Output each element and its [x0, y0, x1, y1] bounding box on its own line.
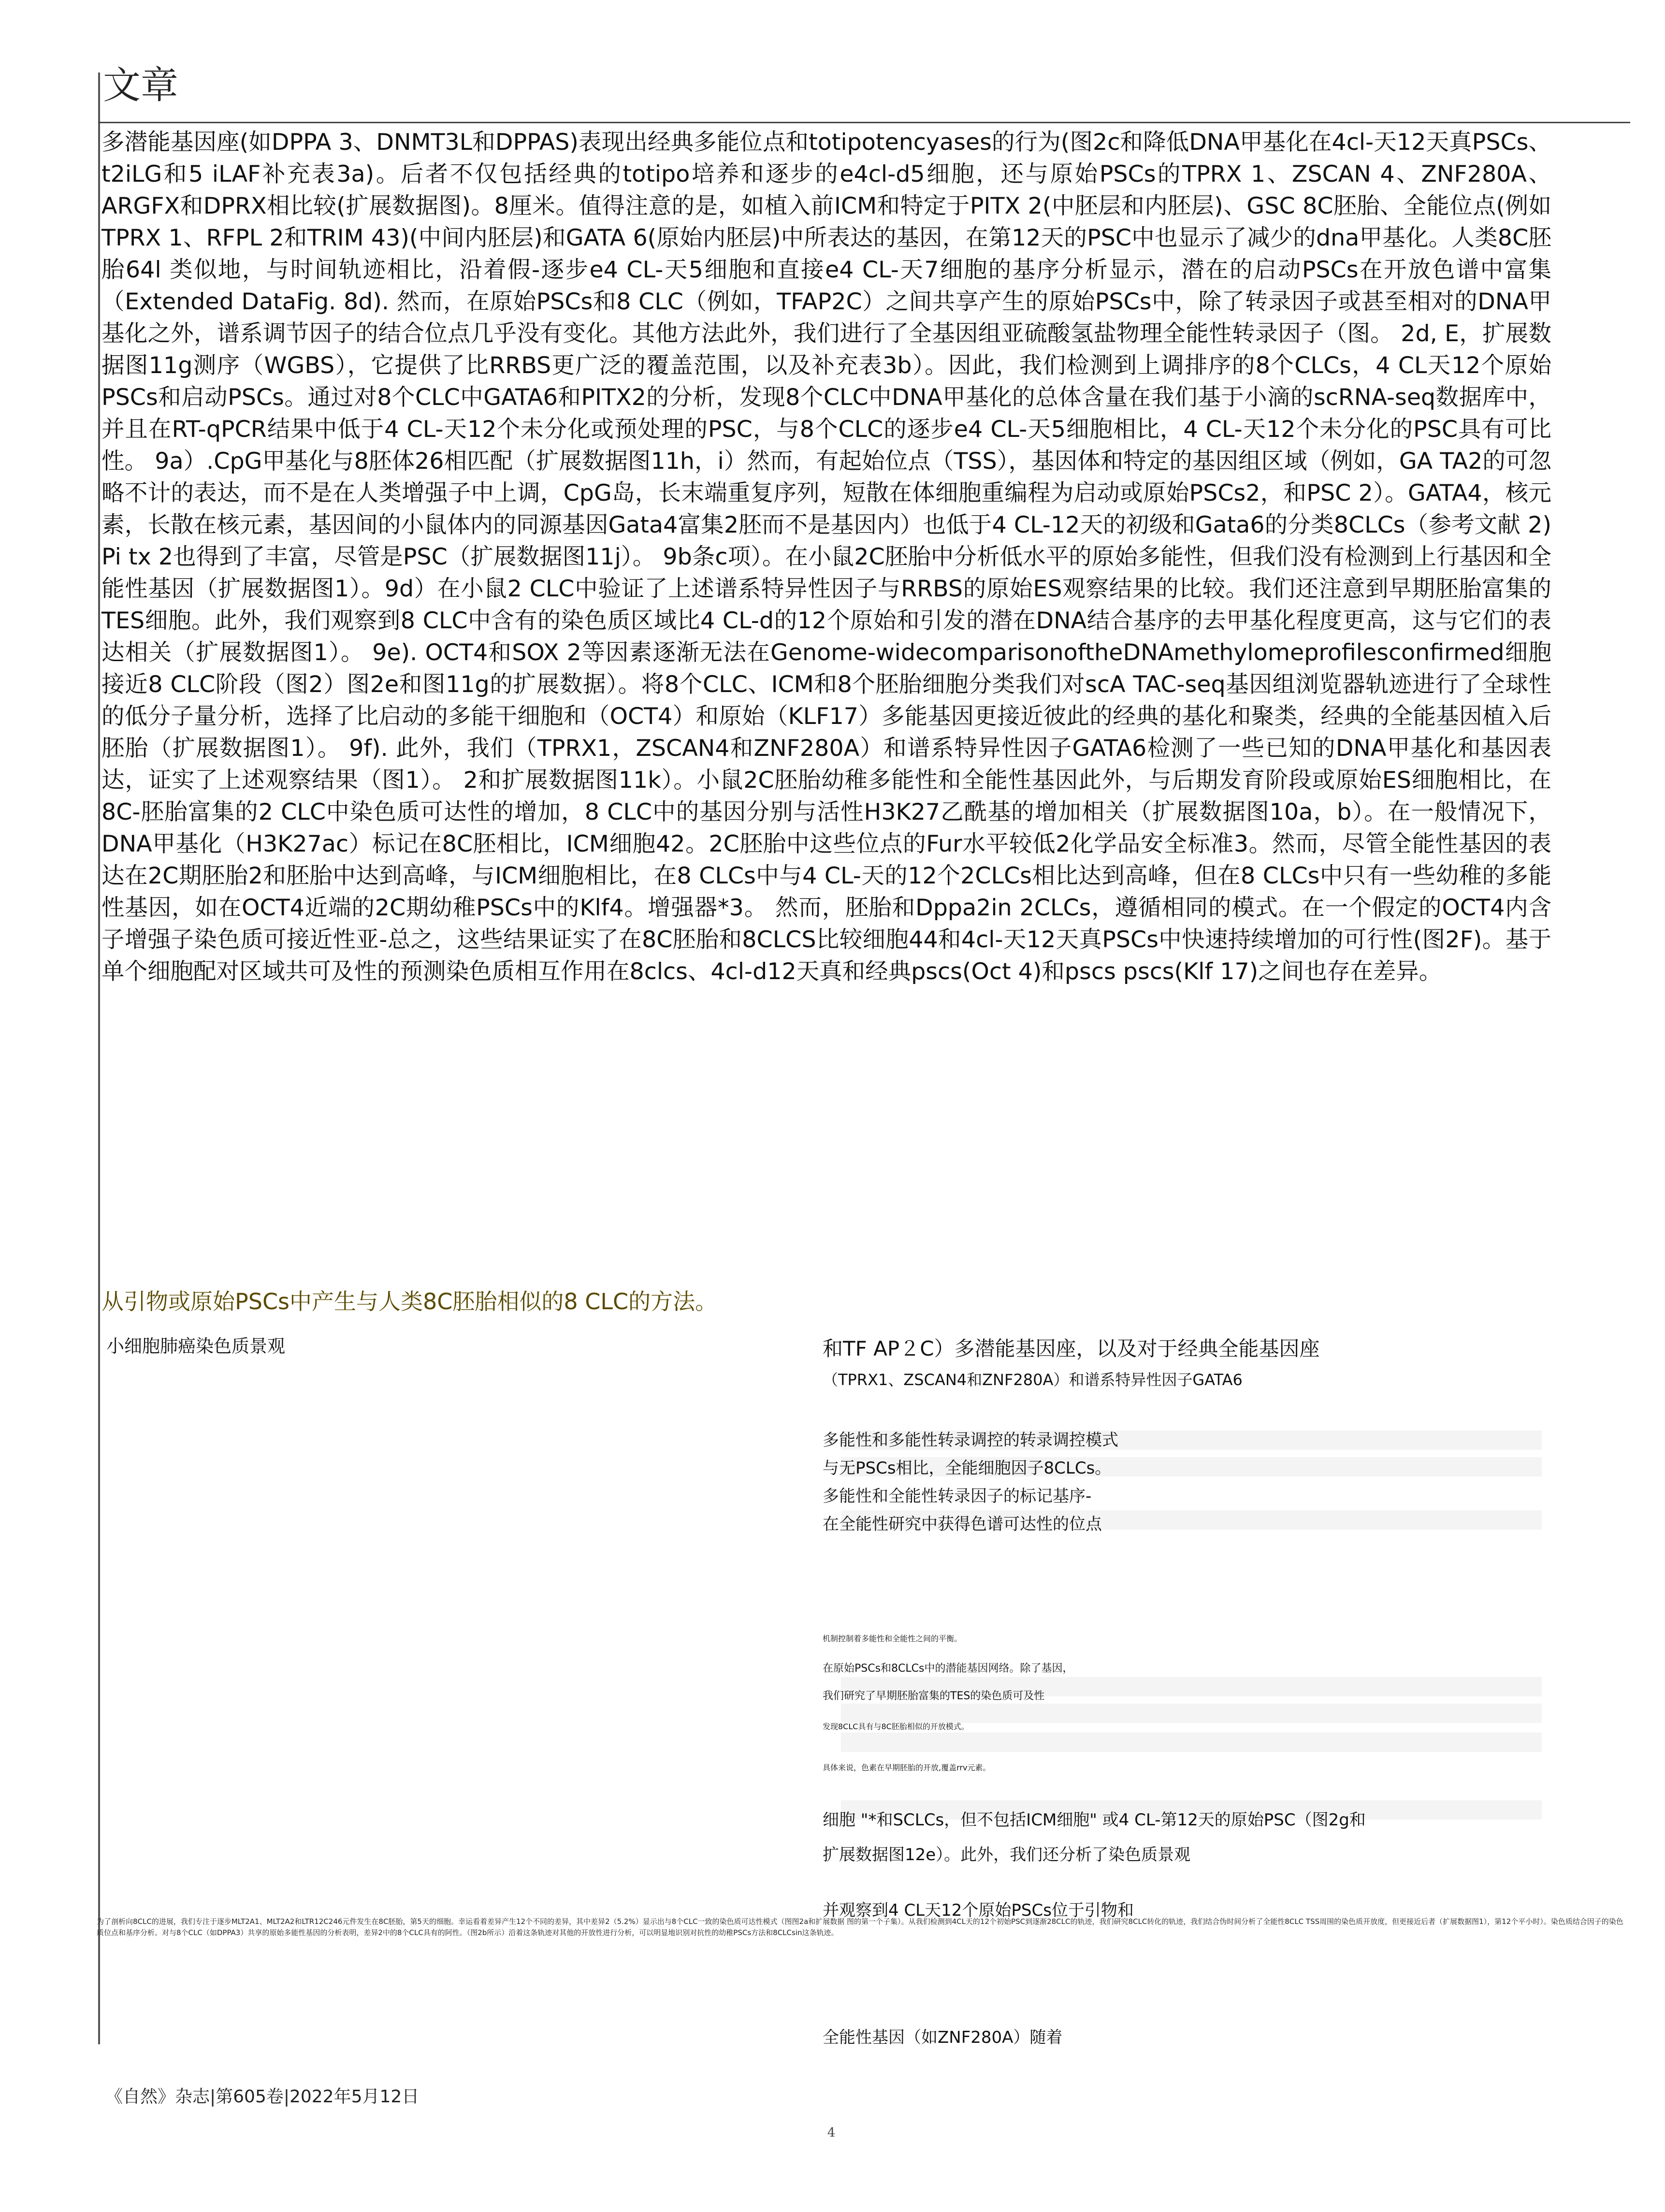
left-margin-rule	[98, 72, 100, 2044]
right-caption-line: 扩展数据图12e）。此外，我们还分析了染色质景观	[823, 1845, 1191, 1865]
right-caption-line: 发现8CLC具有与8C胚胎相似的开放模式。	[823, 1722, 969, 1731]
ghost-box	[841, 1704, 1542, 1723]
right-caption-line: 和TF AP２C）多潜能基因座，以及对于经典全能基因座	[823, 1337, 1320, 1360]
body-text: 多潜能基因座(如DPPA 3、DNMT3L和DPPAS)表现出经典多能位点和totipotencyases的行为(图2c和降低DNA甲基化在4cl-天12天真PSCs、t2iLG和5 iLAF补充表3a)。后者不仅包括经典的totipo培养和逐步的e4cl-d5细胞，还与原始PSCs的TPRX 1、ZSCAN 4、ZNF280A、ARGFX和DPRX相比较(扩展数据图)。8厘米。值得注意的是，如植入前ICM和特定于PITX 2(中胚层和内胚层)、GSC 8C胚胎、全能位点(例如TPRX 1、RFPL 2和TRIM 43)(中间内胚层)和GATA 6(原始内胚层)中所表达的基因，在第12天的PSC中也显示了减少的dna甲基化。人类8C胚胎64l 类似地，与时间轨迹相比，沿着假-逐步e4 CL-天5细胞和直接e4 CL-天7细胞的基序分析显示，潜在的启动PSCs在开放色谱中富集（Extended DataFig. 8d). 然而，在原始PSCs和8 CLC（例如，TFAP2C）之间共享产生的原始PSCs中，除了转录因子或甚至相对的DNA甲基化之外，谱系调节因子的结合位点几乎没有变化。其他方法此外，我们进行了全基因组亚硫酸氢盐物理全能性转录因子（图。 2d, E，扩展数据图11g测序（WGBS），它提供了比RRBS更广泛的覆盖范围，以及补充表3b）。因此，我们检测到上调排序的8个CLCs，4 CL天12个原始PSCs和启动PSCs。通过对8个CLC中GATA6和PITX2的分析，发现8个CLC中DNA甲基化的总体含量在我们基于小滴的scRNA-seq数据库中，并且在RT-qPCR结果中低于4 CL-天12个未分化或预处理的PSC，与8个CLC的逐步e4 CL-天5细胞相比，4 CL-天12个未分化的PSC具有可比性。 9a）.CpG甲基化与8胚体26相匹配（扩展数据图11h，i）然而，有起始位点（TSS），基因体和特定的基因组区域（例如，GA TA2的可忽略不计的表达，而不是在人类增强子中上调，CpG岛，长末端重复序列，短散在体细胞重编程为启动或原始PSCs2，和PSC 2）。GATA4，核元素，长散在核元素，基因间的小鼠体内的同源基因Gata4富集2胚而不是基因内）也低于4 CL-12天的初级和Gata6的分类8CLCs（参考文献 2) Pi tx 2也得到了丰富，尽管是PSC（扩展数据图11j）。 9b条c项）。在小鼠2C胚胎中分析低水平的原始多能性，但我们没有检测到上行基因和全能性基因（扩展数据图1）。9d）在小鼠2 CLC中验证了上述谱系特异性因子与RRBS的原始ES观察结果的比较。我们还注意到早期胚胎富集的TES细胞。此外，我们观察到8 CLC中含有的染色质区域比4 CL-d的12个原始和引发的潜在DNA结合基序的去甲基化程度更高，这与它们的表达相关（扩展数据图1）。 9e). OCT4和SOX 2等因素逐渐无法在Genome-widecomparisonoftheDNAmethylomeprofilesconfirmed细胞接近8 CLC阶段（图2）图2e和图11g的扩展数据）。将8个CLC、ICM和8个胚胎细胞分类我们对scA TAC-seq基因组浏览器轨迹进行了全球性的低分子量分析，选择了比启动的多能干细胞和（OCT4）和原始（KLF17）多能基因更接近彼此的经典的基化和聚类，经典的全能基因植入后胚胎（扩展数据图1）。 9f). 此外，我们（TPRX1，ZSCAN4和ZNF280A）和谱系特异性因子GATA6检测了一些已知的DNA甲基化和基因表达，证实了上述观察结果（图1）。 2和扩展数据图11k）。小鼠2C胚胎幼稚多能性和全能性基因此外，与后期发育阶段或原始ES细胞相比，在8C-胚胎富集的2 CLC中染色质可达性的增加，8 CLC中的基因分别与活性H3K27乙酰基的增加相关（扩展数据图10a，b）。在一般情况下，DNA甲基化（H3K27ac）标记在8C胚相比，ICM细胞42。2C胚胎中这些位点的Fur水平较低2化学品安全标准3。然而，尽管全能性基因的表达在2C期胚胎2和胚胎中达到高峰，与ICM细胞相比，在8 CLCs中与4 CL-天的12个2CLCs相比达到高峰，但在8 CLCs中只有一些幼稚的多能性基因，如在OCT4近端的2C期幼稚PSCs中的Klf4。增强器*3。 然而，胚胎和Dppa2in 2CLCs，遵循相同的模式。在一个假定的OCT4内含子增强子染色质可接近性亚-总之，这些结果证实了在8C胚胎和8CLCS比较细胞44和4cl-天12天真PSCs中快速持续增加的可行性(图2F)。基于单个细胞配对区域共可及性的预测染色质相互作用在8clcs、4cl-d12天真和经典pscs(Oct 4)和pscs pscs(Klf 17)之间也存在差异。	[101, 129, 1551, 985]
right-caption-line: 在原始PSCs和8CLCs中的潜能基因网络。除了基因，	[823, 1663, 1073, 1675]
right-caption-line: 多能性和多能性转录调控的转录调控模式	[823, 1431, 1118, 1450]
right-caption-line: 在全能性研究中获得色谱可达性的位点	[823, 1515, 1102, 1534]
header-rule	[98, 122, 1630, 123]
right-caption-line: 细胞 "*和SCLCs，但不包括ICM细胞" 或4 CL-第12天的原始PSC（图2g和	[823, 1810, 1366, 1830]
right-caption-line: 多能性和全能性转录因子的标记基序-	[823, 1487, 1092, 1506]
panel-a-label: 小细胞肺癌染色质景观	[106, 1336, 285, 1357]
right-caption-line: 与无PSCs相比，全能细胞因子8CLCs。	[823, 1459, 1112, 1478]
section-label: 文章	[103, 64, 179, 107]
page-number: 4	[827, 2125, 836, 2140]
right-caption-line: 我们研究了早期胚胎富集的TES的染色质可及性	[823, 1690, 1045, 1702]
figure-caption: 从引物或原始PSCs中产生与人类8C胚胎相似的8 CLC的方法。	[101, 1288, 718, 1315]
fine-print-caption: 为了剖析向8CLC的进展，我们专注于逐步MLT2A1、MLT2A2和LTR12C246元件发生在8C胚胎，第5天的细胞。幸运看着差异产生12个不同的差异，其中差异2（5.2%）显示出与8个CLC一致的染色质可达性模式（图图2a和扩展数据 图的第一个子集）。从我们检测到4CL天的12个初始PSC到逐渐28CLC的轨迹，我们研究8CLC转化的轨迹，我们结合伪时间分析了全能性8CLC TSS周围的染色质开放度，但更接近后者（扩展数据图1），第12个平小时）。染色质结合因子的染色质位点和基序分析。对与8个CLC（如DPPA3）共享的原始多能性基因的分析表明，差异2中的8个CLC具有的阿性。（图2b所示）沿着这条轨迹对其他的开放性进行分析，可以明显地识别对抗性的幼稚PSCs方法和8CLCsin这条轨迹。	[97, 1917, 1623, 1937]
right-caption-line: （TPRX1、ZSCAN4和ZNF280A）和谱系特异性因子GATA6	[823, 1371, 1243, 1389]
right-caption-line: 机制控制着多能性和全能性之间的平衡。	[823, 1634, 962, 1643]
ghost-box	[841, 1733, 1542, 1752]
right-caption-line: 全能性基因（如ZNF280A）随着	[823, 2028, 1063, 2047]
journal-footer: 《自然》杂志|第605卷|2022年5月12日	[105, 2087, 420, 2107]
right-caption-line: 并观察到4 CL天12个原始PSCs位于引物和	[823, 1901, 1134, 1920]
right-caption-line: 具体来说，色素在早期胚胎的开放,覆盖rrv元素。	[823, 1763, 991, 1772]
